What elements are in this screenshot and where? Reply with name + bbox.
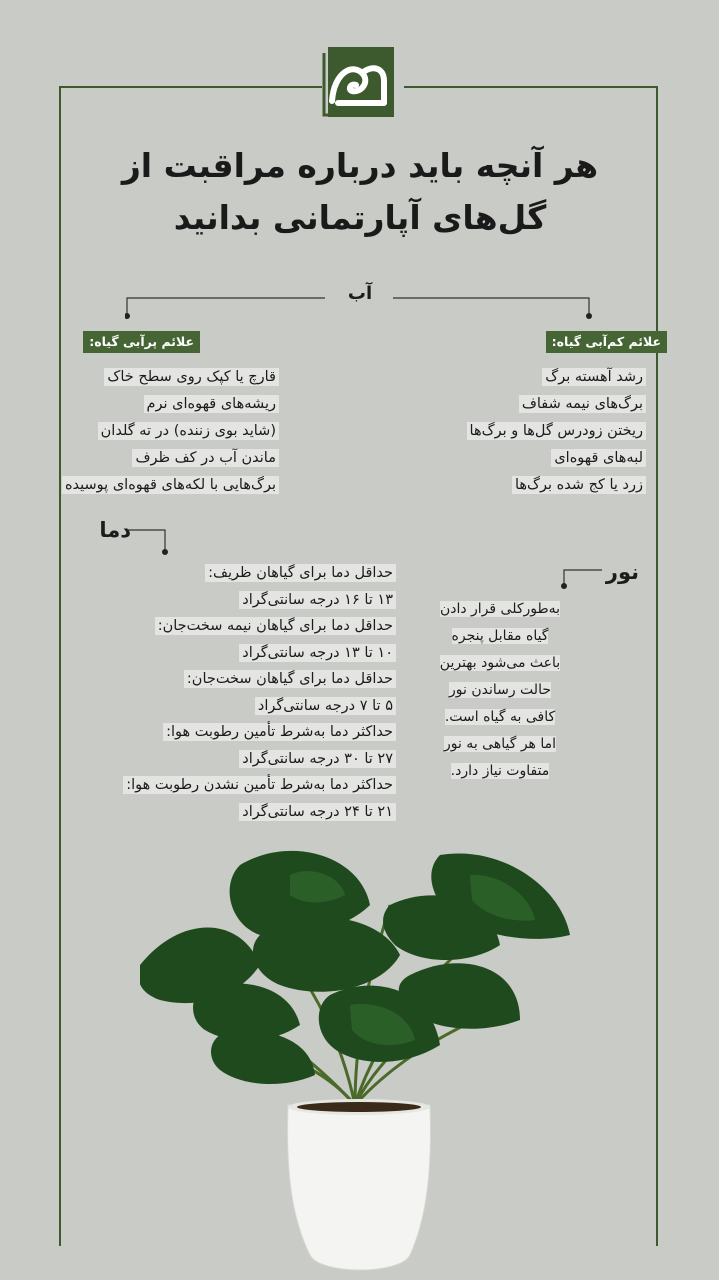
light-line: اما هر گیاهی به نور	[443, 736, 557, 752]
list-item: حداقل دما برای گیاهان ظریف:	[123, 562, 396, 589]
list-item: لبه‌های قهوه‌ای	[467, 447, 646, 474]
title-line-2: گل‌های آپارتمانی بدانید	[173, 198, 547, 237]
temperature-pointer	[125, 528, 175, 558]
list-item: ۲۷ تا ۳۰ درجه سانتی‌گراد	[123, 748, 396, 775]
light-line: به‌طورکلی قرار دادن	[439, 601, 561, 617]
list-item: برگ‌های نیمه شفاف	[467, 393, 646, 420]
list-item: حداکثر دما به‌شرط تأمین رطوبت هوا:	[123, 721, 396, 748]
overwatering-list	[62, 366, 279, 501]
page-title	[80, 140, 640, 244]
list-item: حداقل دما برای گیاهان نیمه سخت‌جان:	[123, 615, 396, 642]
list-item: قارچ یا کپک روی سطح خاک	[62, 366, 279, 393]
light-line: باعث می‌شود بهترین	[439, 655, 561, 671]
overwatering-badge: علائم پرآبی گیاه:	[83, 331, 200, 353]
list-item: ۱۰ تا ۱۳ درجه سانتی‌گراد	[123, 642, 396, 669]
light-line: گیاه مقابل پنجره	[451, 628, 549, 644]
monstera-plant-icon	[140, 835, 580, 1275]
list-item: (شاید بوی زننده) در ته گلدان	[62, 420, 279, 447]
temperature-list	[123, 562, 396, 827]
list-item: ۱۳ تا ۱۶ درجه سانتی‌گراد	[123, 589, 396, 616]
list-item: برگ‌هایی با لکه‌های قهوه‌ای پوسیده	[62, 474, 279, 501]
list-item: زرد یا کج شده برگ‌ها	[467, 474, 646, 501]
list-item: ماندن آب در کف ظرف	[62, 447, 279, 474]
light-section-title: نور	[605, 560, 639, 584]
list-item: حداکثر دما به‌شرط تأمین نشدن رطوبت هوا:	[123, 774, 396, 801]
temperature-section-title: دما	[99, 518, 131, 542]
list-item: ریختن زودرس گل‌ها و برگ‌ها	[467, 420, 646, 447]
light-line: متفاوت نیاز دارد.	[450, 763, 550, 779]
underwatering-badge: علائم کم‌آبی گیاه:	[546, 331, 667, 353]
list-item: ۵ تا ۷ درجه سانتی‌گراد	[123, 695, 396, 722]
publisher-logo-icon	[322, 43, 404, 121]
title-line-1: هر آنچه باید درباره مراقبت از	[121, 146, 599, 185]
list-item: ریشه‌های قهوه‌ای نرم	[62, 393, 279, 420]
list-item: ۲۱ تا ۲۴ درجه سانتی‌گراد	[123, 801, 396, 828]
list-item: حداقل دما برای گیاهان سخت‌جان:	[123, 668, 396, 695]
light-description	[430, 596, 570, 785]
light-pointer	[558, 568, 604, 592]
light-line: کافی به گیاه است.	[444, 709, 556, 725]
list-item: رشد آهسته برگ	[467, 366, 646, 393]
light-line: حالت رساندن نور	[448, 682, 551, 698]
water-section-title: آب	[347, 283, 373, 304]
underwatering-list	[467, 366, 646, 501]
